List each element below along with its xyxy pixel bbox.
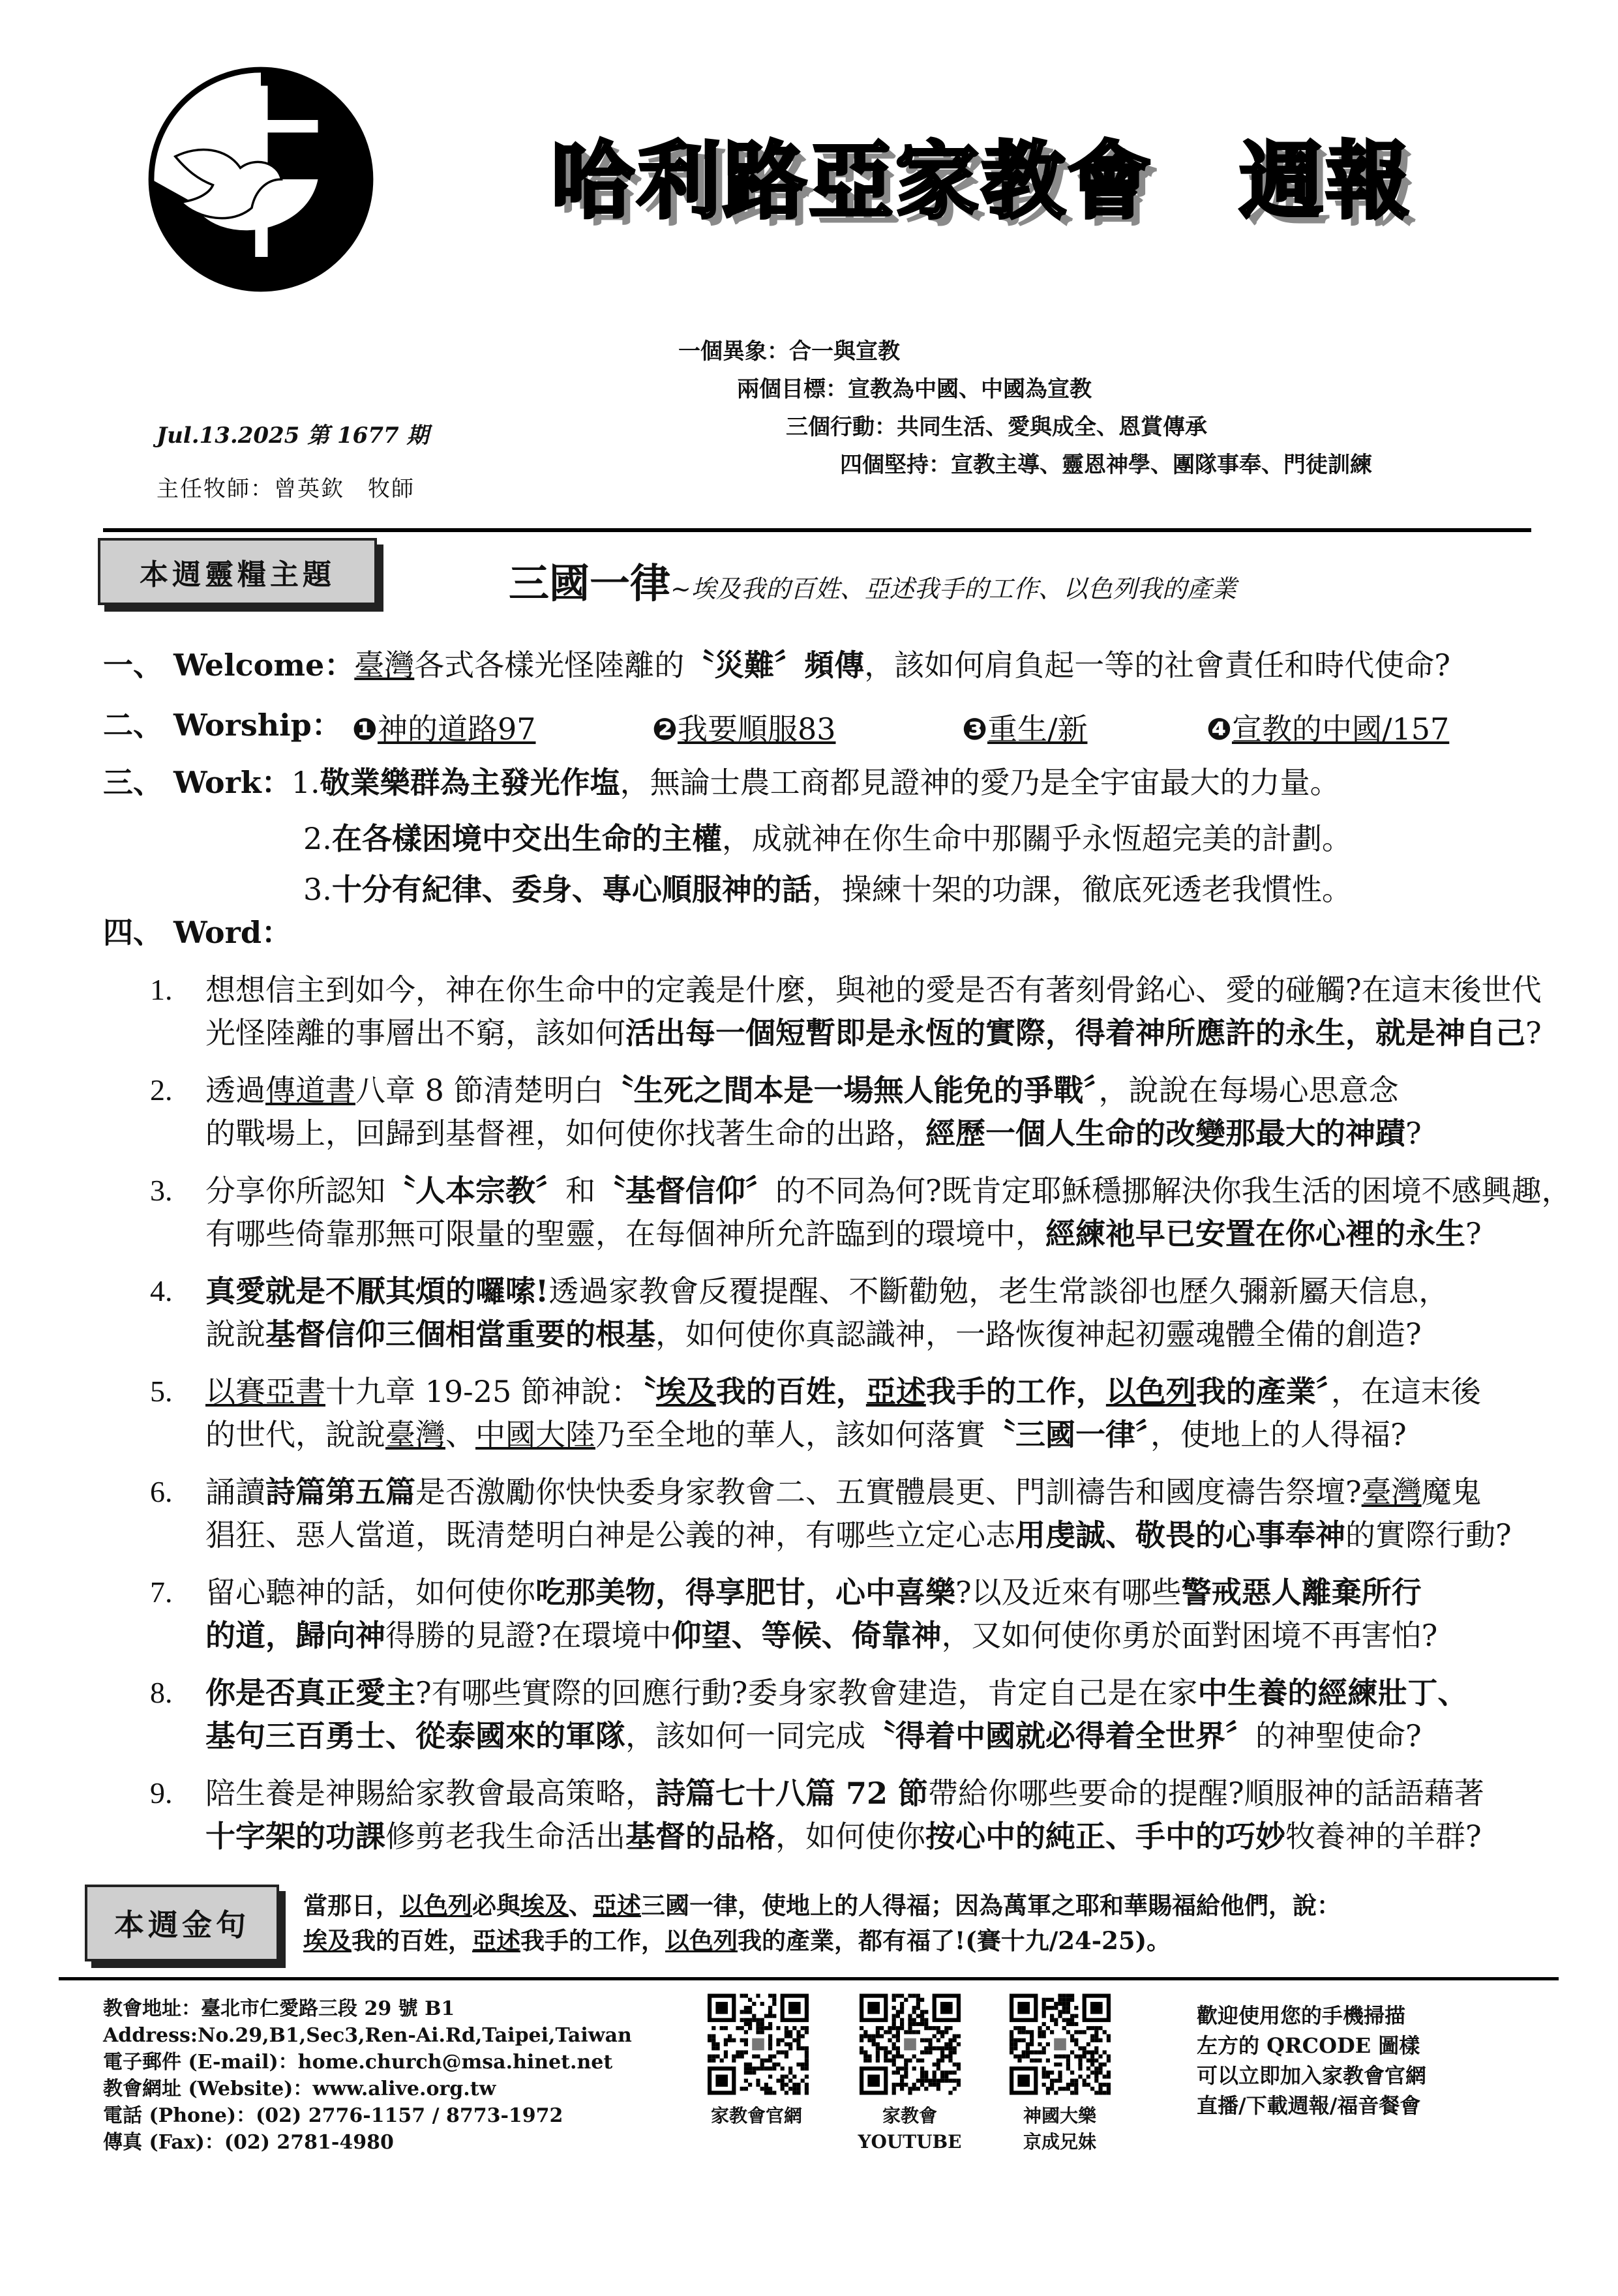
- welcome-section: [103, 646, 1450, 685]
- question-line: 分享你所認知〝人本宗教〞和〝基督信仰〞的不同為何?既肯定耶穌穩挪解決你我生活的困境不感興趣，: [205, 1173, 1572, 1208]
- welcome-heading: 一、 Welcome：: [103, 648, 355, 683]
- golden-verse-text: [303, 1888, 1529, 1958]
- question-line: 你是否真正愛主?有哪些實際的回應行動?委身家教會建造，肯定自己是在家中生養的經練壯丁、: [205, 1675, 1468, 1710]
- email[interactable]: 電子郵件 (E-mail)：home.church@msa.hinet.net: [103, 2051, 613, 2074]
- address-zh: 教會地址：臺北市仁愛路三段 29 號 B1: [103, 1997, 455, 2020]
- action-line: 三個行動：共同生活、愛與成全、恩賞傳承: [786, 414, 1207, 440]
- church-contact-info: [103, 1995, 632, 2156]
- question-line: 的世代，說說臺灣、中國大陸乃至全地的華人，該如何落實〝三國一律〞，使地上的人得福?: [205, 1417, 1407, 1452]
- question-number: 4.: [150, 1274, 173, 1307]
- question-line: 真愛就是不厭其煩的囉嗦!透過家教會反覆提醒、不斷勸勉，老生常談卻也歷久彌新屬天信息，: [205, 1274, 1449, 1309]
- qr-caption: 家教會官網: [710, 2105, 802, 2126]
- qr-caption: 家教會 YOUTUBE: [858, 2105, 962, 2153]
- question-line: 陪生養是神賜給家教會最高策略，詩篇七十八篇 72 節帶給你哪些要命的提醒?順服神的話語藉著: [205, 1776, 1484, 1811]
- address-en: Address:No.29,B1,Sec3,Ren-Ai.Rd,Taipei,Taiwan: [103, 2024, 632, 2047]
- question-item: [150, 1370, 1539, 1456]
- question-number: 6.: [150, 1475, 173, 1508]
- question-line: 十字架的功課修剪老我生命活出基督的品格，如何使你按心中的純正、手中的巧妙牧養神的羊群?: [205, 1819, 1482, 1854]
- fax: 傳真 (Fax)：(02) 2781-4980: [103, 2131, 394, 2154]
- church-title: 哈利路亞家教會 週報: [551, 133, 1413, 230]
- question-line: 光怪陸離的事層出不窮，該如何活出每一個短暫即是永恆的實際，得着神所應許的永生，就是神自己?: [205, 1015, 1542, 1051]
- senior-pastor: 主任牧師：曾英欽 牧師: [157, 476, 415, 502]
- question-line: 想想信主到如今，神在你生命中的定義是什麼，與祂的愛是否有著刻骨銘心、愛的碰觸?在這末後世代: [205, 972, 1542, 1007]
- question-item: [150, 968, 1542, 1054]
- worship-section: [103, 706, 342, 745]
- question-line: 的道，歸向神得勝的見證?在環境中仰望、等候、倚靠神，又如何使你勇於面對困境不再害怕?: [205, 1618, 1438, 1653]
- question-item: [150, 1270, 1539, 1356]
- golden-verse-label: 本週金句: [85, 1885, 279, 1961]
- worship-song: ❷我要順服83: [652, 711, 836, 747]
- qr-instructions: 歡迎使用您的手機掃描 左方的 QRCODE 圖樣 可以立即加入家教會官網 直播/下載週報/福音餐會: [1197, 2003, 1427, 2118]
- qr-code-icon[interactable]: [708, 1992, 809, 2096]
- work-item-rest: ，無論士農工商都見證神的愛乃是全宇宙最大的力量。: [620, 765, 1340, 800]
- question-line: 說說基督信仰三個相當重要的根基，如何使你真認識神，一路恢復神起初靈魂體全備的創造?: [205, 1317, 1422, 1352]
- theme-label: 本週靈糧主題: [98, 538, 377, 605]
- question-item: [150, 1772, 1539, 1858]
- vision-line: 一個異象：合一與宣教: [678, 338, 900, 365]
- question-line: 基句三百勇士、從泰國來的軍隊，該如何一同完成〝得着中國就必得着全世界〞的神聖使命?: [205, 1718, 1422, 1753]
- worship-song: ❹宣教的中國/157: [1206, 711, 1450, 747]
- question-line: 的戰場上，回歸到基督裡，如何使你找著生命的出路，經歷一個人生命的改變那最大的神蹟?: [205, 1116, 1422, 1151]
- verse-line: 當那日，以色列必與埃及、亞述三國一律，使地上的人得福；因為萬軍之耶和華賜福給他們，說：: [303, 1891, 1341, 1920]
- work-item: 3.十分有紀律、委身、專心順服神的話，操練十架的功課，徹底死透老我慣性。: [303, 872, 1352, 907]
- question-line: 誦讀詩篇第五篇是否激勵你快快委身家教會二、五實體晨更、門訓禱告和國度禱告祭壇?臺灣魔鬼: [205, 1474, 1482, 1510]
- theme-title-sub: ~埃及我的百姓、亞述我手的工作、以色列我的產業: [670, 574, 1236, 603]
- theme-title: [509, 551, 1236, 609]
- question-item: [150, 1470, 1539, 1557]
- qr-caption: 神國大樂 京成兄妹: [1023, 2105, 1096, 2153]
- footer-divider: [59, 1977, 1559, 1980]
- persistence-line: 四個堅持：宣教主導、靈恩神學、團隊事奉、門徒訓練: [840, 452, 1372, 478]
- work-section: [103, 763, 1340, 802]
- question-line: 猖狂、惡人當道，既清楚明白神是公義的神，有哪些立定心志用虔誠、敬畏的心事奉神的實際行動?: [205, 1517, 1512, 1553]
- question-item: [150, 1571, 1539, 1657]
- word-section: [103, 913, 292, 952]
- question-number: 5.: [150, 1375, 173, 1408]
- work-item-bold: 敬業樂群為主發光作塩: [320, 765, 620, 800]
- word-questions: [150, 968, 1572, 1872]
- word-heading: 四、 Word：: [103, 915, 292, 950]
- question-item: [150, 1069, 1539, 1155]
- question-number: 3.: [150, 1174, 173, 1207]
- question-line: 以賽亞書十九章 19-25 節神說：〝埃及我的百姓，亞述我手的工作，以色列我的產業〞，在這末後: [205, 1374, 1481, 1409]
- question-item: [150, 1671, 1539, 1757]
- welcome-rest: ，該如何肩負起一等的社會責任和時代使命?: [864, 648, 1450, 683]
- question-line: 留心聽神的話，如何使你吃那美物，得享肥甘，心中喜樂?以及近來有哪些警戒惡人離棄所行: [205, 1575, 1422, 1610]
- qr-code-icon[interactable]: [860, 1992, 961, 2096]
- worship-heading: 二、 Worship：: [103, 708, 342, 743]
- welcome-quote: 〝災難〞頻傳: [684, 648, 865, 683]
- phone: 電話 (Phone)：(02) 2776-1157 / 8773-1972: [103, 2104, 563, 2127]
- question-number: 2.: [150, 1073, 173, 1107]
- question-item: [150, 1169, 1572, 1255]
- theme-title-main: 三國一律: [509, 559, 671, 607]
- question-number: 1.: [150, 973, 173, 1006]
- header-divider: [103, 528, 1531, 532]
- church-logo: [147, 65, 375, 293]
- qr-code-icon[interactable]: [1010, 1992, 1111, 2096]
- website[interactable]: 教會網址 (Website)：www.alive.org.tw: [103, 2078, 496, 2100]
- question-number: 9.: [150, 1776, 173, 1810]
- work-heading: 三、 Work：: [103, 765, 292, 800]
- work-item: 2.在各樣困境中交出生命的主權，成就神在你生命中那關乎永恆超完美的計劃。: [303, 821, 1352, 856]
- question-number: 8.: [150, 1676, 173, 1709]
- goal-line: 兩個目標：宣教為中國、中國為宣教: [737, 376, 1092, 402]
- vision-statements: [678, 333, 1372, 484]
- question-line: 透過傳道書八章 8 節清楚明白〝生死之間本是一場無人能免的爭戰〞，說說在每場心思意念: [205, 1073, 1399, 1108]
- worship-song: ❶神的道路97: [352, 711, 536, 747]
- question-number: 7.: [150, 1575, 173, 1609]
- welcome-place: 臺灣: [354, 648, 415, 683]
- verse-line: 埃及我的百姓，亞述我手的工作，以色列我的產業，都有福了!(賽十九/24-25)。: [303, 1926, 1171, 1955]
- welcome-text: 各式各樣光怪陸離的: [414, 648, 685, 683]
- worship-song: ❸重生/新: [962, 711, 1088, 747]
- work-item-num: 1.: [291, 765, 320, 800]
- question-line: 有哪些倚靠那無可限量的聖靈，在每個神所允許臨到的環境中，經練祂早已安置在你心裡的永生?: [205, 1216, 1482, 1251]
- issue-date: Jul.13.2025 第 1677 期: [157, 423, 429, 449]
